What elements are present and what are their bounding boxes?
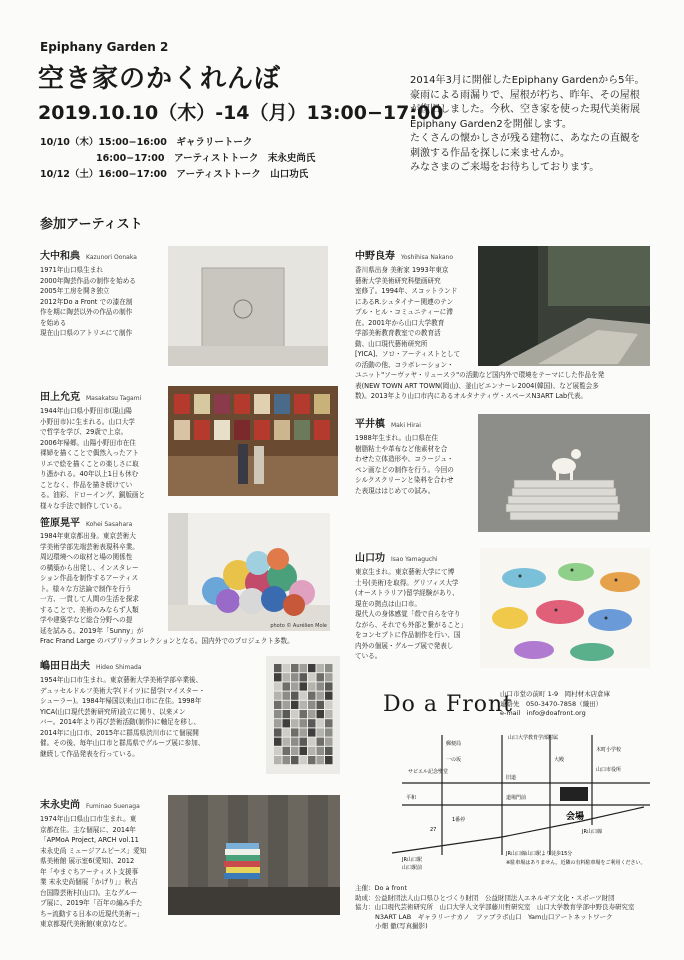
artwork-photo-sasahara — [168, 513, 330, 631]
map-label: 27 — [430, 827, 437, 833]
intro-text: 2014年3月に開催したEpiphany Gardenから5年。 豪雨による雨漏りで、屋根が朽ち、昨年、その屋根 が復旧しました。今秋、空き家を使った現代美術展 Epiphany Garden2を開催します。 たくさんの懐かしさが残る建物に、あなたの直観を 刺激する作品を探しに来ませんか。 みなさまのご来場をお待ちしております。 — [410, 75, 645, 173]
map-note: ※駐車場はありません。近隣の有料駐車場をご利用ください。 — [506, 860, 646, 866]
series-title: Epiphany Garden 2 — [40, 40, 169, 54]
map-label: 平和 — [406, 795, 417, 801]
artist-bio-nakano: 香川県出身 美術家 1993年東京 藝術大学美術研究科壁画研究 室修了。1994年、スコットランド にあるR.シュタイナー関連のテン プル・ヒル・コミュニティーに滞 在。2001年から山口大学教育 学部美術教育教室での教育活 動、山口現代藝術研究所 [YICA]、ソロ・アーティストとして の活動の他、コラボレーション・ — [355, 266, 461, 369]
artwork-photo-hirai — [478, 414, 650, 532]
artist-bio-tail-sasahara: Frac Frand Large のパブリックコレクションとなる。国内外でのプロジェクト多数。 — [40, 637, 294, 645]
map-label: 山口市役所 — [596, 767, 622, 773]
artist-name-yamaguchi: 山口功 Isao Yamaguchi — [355, 553, 438, 564]
map-label: 1番停 — [452, 817, 466, 823]
event-line-1: 10/10（木）15:00−16:00 ギャラリートーク — [40, 137, 253, 148]
photo-credit-sasahara: photo © Aurélien Mole — [270, 623, 327, 629]
artwork-photo-oonaka — [168, 246, 328, 366]
section-title: 参加アーティスト — [40, 217, 143, 232]
map-note: JR山口線山口駅より徒歩15分 — [506, 851, 573, 857]
map-label: 郵便局 — [446, 741, 462, 747]
map-label: 道場門前 — [506, 795, 527, 801]
artist-bio-oonaka: 1971年山口県生まれ 2000年陶芸作品の制作を始める 2005年工房を開き独立 2012年Do a Front での漆在制 作を期に陶芸以外の作品の制作 を始める 現在山口県のアトリエにて制作 — [40, 266, 136, 337]
artist-bio-suenaga: 1974年山口県山口市生まれ。東 京都在住。主な個展に、2014年 「APMoA Project, ARCH vol.11 末永史尚 ミュージアムピース」愛知 県美術館 展示室6(愛知)、2012 年「やまぐちアーティスト支援事 業 末永史尚個展「かげり」」秋吉 台国際芸術村(山口)。主なグルー プ展に、2019年「百年の編み手た ち−流動する日本の近現代美術−」 東京都現代美術館(東京)など。 — [40, 815, 147, 928]
map-label: サビエル記念聖堂 — [408, 769, 449, 775]
artist-bio-shimada: 1954年山口市生まれ。東京藝術大学美術学部卒業後、 デュッセルドルフ美術大学(ドイツ)に留学(マイスター・ シューラー)。1984年帰国以来山口市に在住。1998年 YICA(山口現代芸術研究所)設立に関り、以来メン バー。2014年より再び芸術活動(制作)に軸足を移し、 2014年に山口市、2015年に群馬県渋川市にて個展開 催。その後、毎年山口市と群馬県でグループ展に参加、 継続して作品発表を行っている。 — [40, 676, 206, 758]
artist-name-sasahara: 笹原晃平 Kohei Sasahara — [40, 518, 133, 529]
artwork-photo-yamaguchi — [480, 548, 650, 668]
artist-name-oonaka: 大中和典 Kazunori Oonaka — [40, 251, 137, 262]
artwork-photo-suenaga — [168, 795, 340, 915]
credits: 主催：Do a front 助成：公益財団法人山口県ひとづくり財団 公益財団法人エネルギア文化・スポーツ財団 協力：山口現代芸術研究所 山口大学人文学部藤川哲研究室 山口大学教育学部中野良寿研究室 N3ART LAB ギャラリーナカノ ファブラボ山口 Yam山口アートネットワーク 小畑 徹(写真撮影) — [355, 884, 635, 930]
artwork-photo-shimada — [266, 656, 340, 774]
artist-bio-sasahara: 1984年東京都出身。東京芸術大 学美術学部先端芸術表現科卒業。 周辺環境への取材と場の関係性 の構築から出発し、インスタレー ション作品を制作するアーティス ト。様々な方法論で制作を行う 一方、一貫して人間の生活を探求 することで、美術のみならず人類 学や建築学など総合分野への提 延を試みる。2019年「Sunny」が — [40, 532, 144, 635]
event-line-2: 16:00−17:00 アーティストトーク 末永史尚氏 — [96, 153, 316, 164]
artwork-photo-tagami — [168, 386, 338, 496]
artist-bio-hirai: 1988年生まれ。山口県在住 樹脂粘土や革布など他素材を合 わせた立体造形や、コラージュ・ ペン画などの制作を行う。今回の シルクスクリーンと染料を合わせ た表現ははじめての試み。 — [355, 434, 454, 495]
artist-name-hirai: 平井槙 Maki Hirai — [355, 419, 421, 430]
artist-name-suenaga: 末永史尚 Fuminao Suenaga — [40, 800, 140, 811]
event-line-3: 10/12（土）16:00−17:00 アーティストトーク 山口功氏 — [40, 169, 309, 180]
map-label: 一の坂 — [446, 757, 462, 763]
map-venue-label: 会場 — [565, 812, 585, 822]
map-label: 山口大学教育学部附属 — [508, 735, 559, 741]
artist-bio-tagami: 1944年山口県小野田市(現山陽 小野田市)に生まれる。山口大学 で哲学を学び、29歳で上京。 2006年帰郷。山陽小野田市在住 裸婦を描くことで偶然入ったアト リエで絵を描くことの楽しさに取 り憑かれる。40年以上1日も休む ことなく、作品を描き続けてい る。油彩、ドローイング、銅版画と 様々な手法で制作している。 — [40, 407, 146, 510]
map-label: 木町小学校 — [596, 747, 622, 753]
map-label: 旧道 — [506, 775, 517, 781]
venue-info: 山口市堂の前町 1-9 岡村材木店倉庫 連絡先 050-3470-7858（織田） e-mail info@doafront.org — [500, 690, 611, 717]
exhibition-dates: 2019.10.10（木）-14（月）13:00−17:00 — [38, 102, 444, 124]
map-label: JR山口線 — [582, 829, 602, 835]
artist-name-nakano: 中野良寿 Yoshihisa Nakano — [355, 251, 453, 262]
artist-bio-yamaguchi: 東京生まれ。東京藝術大学にて博 士号(美術)を取得。グリフィス大学 (オーストラリア)留学経験があり、 現在の拠点は山口市。 現代人の身体感覚「殻で自らを守り ながら、それでも外部と繋がること」 をコンセプトに作品制作を行い、国 内外の個展・グループ展で発表し ている。 — [355, 568, 468, 660]
venue-logo: Do a Front — [383, 692, 514, 717]
map-label: JR山口駅 — [402, 857, 422, 863]
map-label: 山口駅前 — [402, 865, 423, 871]
map-label: 大殿 — [554, 757, 565, 763]
artist-name-tagami: 田上允克 Masakatsu Tagami — [40, 392, 142, 403]
exhibition-title: 空き家のかくれんぼ — [38, 64, 282, 94]
artist-name-shimada: 嶋田日出夫 Hideo Shimada — [40, 661, 142, 672]
artist-bio-tail-nakano: ユニット"ソーヴァヤ・リュースラ"の活動など国内外で環境をテーマにした作品を発 表(NEW TOWN ART TOWN(岡山)、釜山ビエンナーレ2004(韓国)、など展覧会多 数)。2013年より山口市内にあるオルタナティヴ・スペースN3ART Lab代表。 — [355, 371, 605, 400]
venue-map — [382, 725, 652, 875]
artwork-photo-nakano — [478, 246, 650, 366]
